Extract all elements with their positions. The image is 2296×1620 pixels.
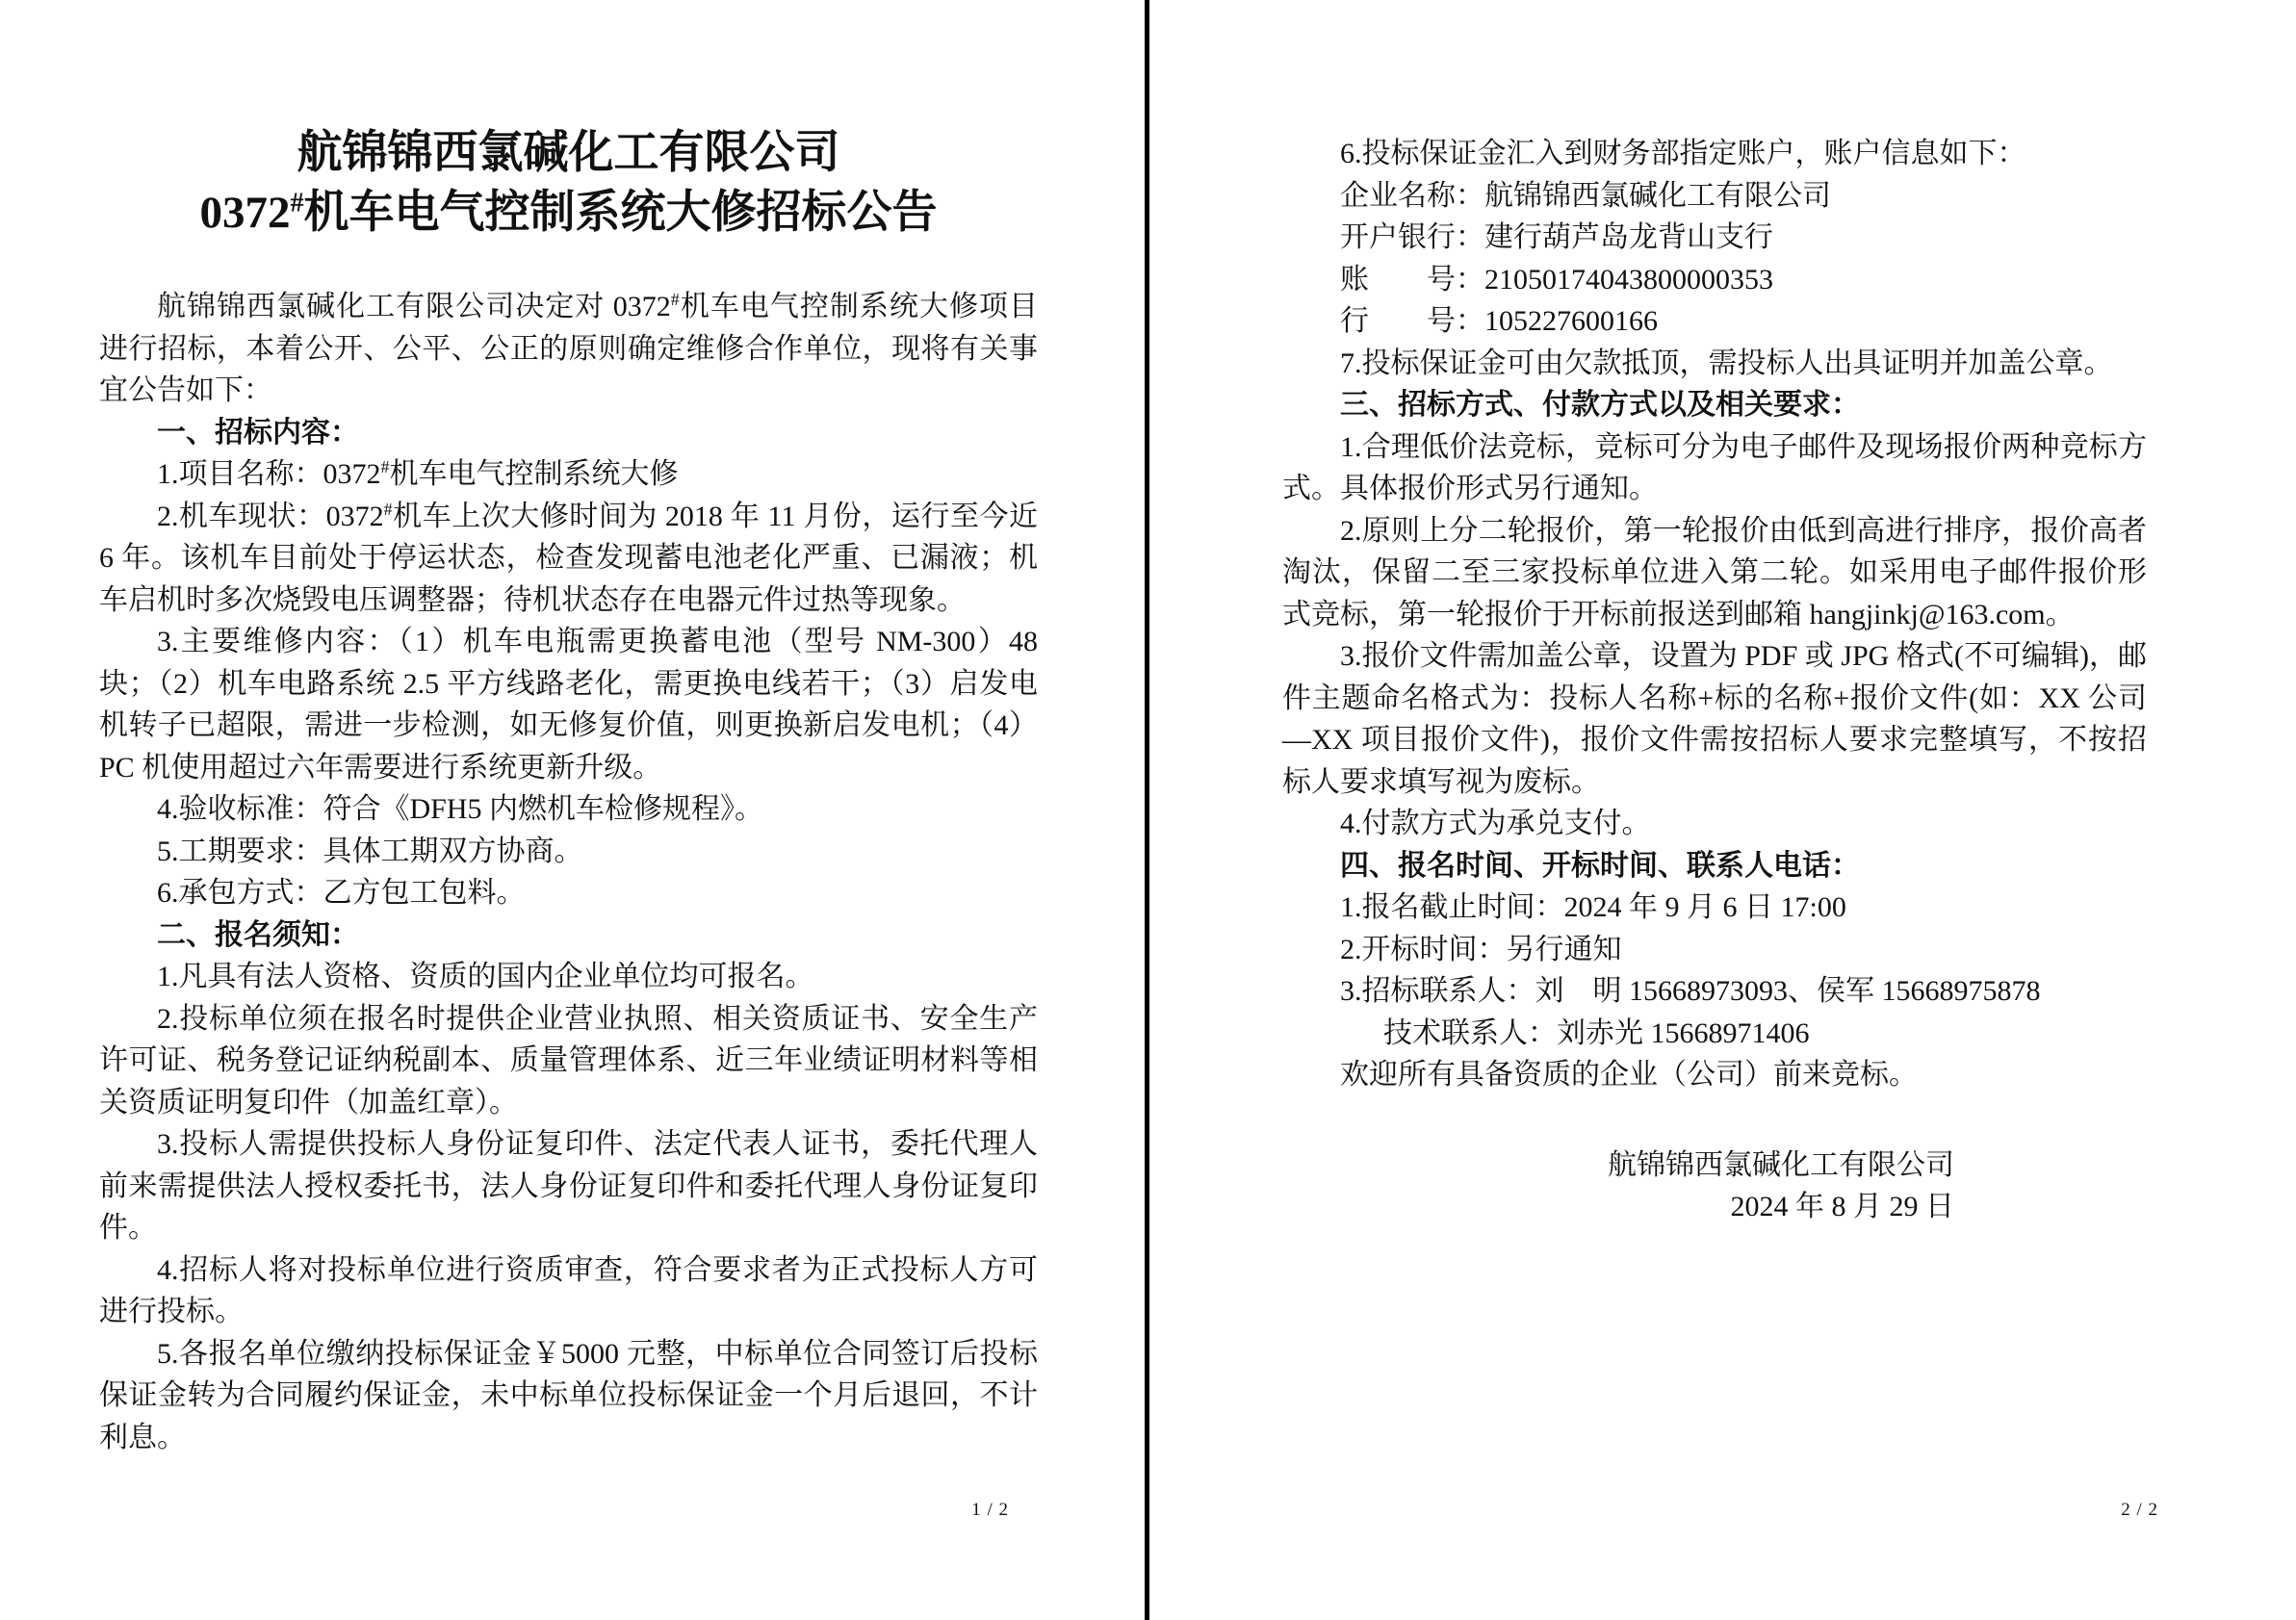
- page-divider: [1145, 0, 1149, 1620]
- paragraph: 4.招标人将对投标单位进行资质审查，符合要求者为正式投标人方可进行投标。: [99, 1253, 1038, 1327]
- paragraph: 1.报名截止时间：2024 年 9 月 6 日 17:00: [1340, 891, 1846, 923]
- paragraph: 3.投标人需提供投标人身份证复印件、法定代表人证书，委托代理人前来需提供法人授权委托书，法人身份证复印件和委托代理人身份证复印件。: [99, 1128, 1038, 1244]
- paragraph: 1.合理低价法竞标，竞标可分为电子邮件及现场报价两种竞标方式。具体报价形式另行通知。: [1282, 430, 2147, 504]
- section-heading: 二、报名须知：: [157, 918, 359, 951]
- paragraph: 2.原则上分二轮报价，第一轮报价由低到高进行排序，报价高者淘汰，保留二至三家投标单位进入第二轮。如采用电子邮件报价形式竞标，第一轮报价于开标前报送到邮箱 hangjinkj@163.com。: [1282, 514, 2147, 630]
- document-header: [99, 123, 1038, 243]
- paragraph: 企业名称：航锦锦西氯碱化工有限公司: [1340, 179, 1831, 212]
- superscript-hash: #: [380, 457, 390, 476]
- page-number-2: 2 / 2: [2121, 1500, 2158, 1520]
- superscript-hash: #: [383, 499, 393, 519]
- paragraph: 3.招标联系人：刘 明 15668973093、侯军 15668975878: [1340, 975, 2041, 1007]
- paragraph: 航锦锦西氯碱化工有限公司: [1608, 1148, 1954, 1181]
- paragraph: 行 号：105227600166: [1340, 305, 1658, 337]
- paragraph: 2.机车现状：0372#机车上次大修时间为 2018 年 11 月份，运行至今近 6 年。该机车目前处于停运状态，检查发现蓄电池老化严重、已漏液；机车启机时多次烧毁电压调整器；待机状态存在电器元件过热等现象。: [99, 499, 1039, 616]
- section-heading: 四、报名时间、开标时间、联系人电话：: [1340, 849, 1860, 882]
- paragraph: 3.报价文件需加盖公章，设置为 PDF 或 JPG 格式(不可编辑)，邮件主题命名格式为：投标人名称+标的名称+报价文件(如：XX 公司—XX 项目报价文件)，报价文件需按招标人要求完整填写，不按招标人要求填写视为废标。: [1282, 640, 2147, 798]
- paragraph: 2.投标单位须在报名时提供企业营业执照、相关资质证书、安全生产许可证、税务登记证纳税副本、质量管理体系、近三年业绩证明材料等相关资质证明复印件（加盖红章）。: [99, 1002, 1038, 1119]
- page-2-body: [1282, 133, 2147, 1228]
- paragraph: 3.主要维修内容：（1）机车电瓶需更换蓄电池（型号 NM-300）48 块；（2）机车电路系统 2.5 平方线路老化，需更换电线若干；（3）启发电机转子已超限，需进一步检测，如无修复价值，则更换新启发电机；（4）PC 机使用超过六年需要进行系统更新升级。: [99, 626, 1038, 784]
- paragraph: 4.验收标准：符合《DFH5 内燃机车检修规程》。: [157, 793, 764, 825]
- paragraph: 6.承包方式：乙方包工包料。: [157, 877, 526, 909]
- document-title-line2: 0372#机车电气控制系统大修招标公告: [199, 188, 938, 238]
- page-1-body: [99, 286, 1038, 1458]
- paragraph: 5.各报名单位缴纳投标保证金￥5000 元整，中标单位合同签订后投标保证金转为合同履约保证金，未中标单位投标保证金一个月后退回，不计利息。: [99, 1337, 1038, 1453]
- paragraph: 4.付款方式为承兑支付。: [1340, 808, 1651, 839]
- superscript-hash: #: [670, 290, 680, 309]
- paragraph: 1.凡具有法人资格、资质的国内企业单位均可报名。: [157, 961, 814, 992]
- paragraph: 2024 年 8 月 29 日: [1730, 1191, 1954, 1222]
- paragraph: 5.工期要求：具体工期双方协商。: [157, 835, 583, 867]
- paragraph: 技术联系人：刘赤光 15668971406: [1383, 1016, 1810, 1049]
- section-heading: 一、招标内容：: [157, 416, 359, 449]
- superscript-hash: #: [290, 188, 304, 219]
- paragraph: 1.项目名称：0372#机车电气控制系统大修: [157, 457, 679, 490]
- paragraph: 2.开标时间：另行通知: [1340, 933, 1622, 965]
- paragraph: 6.投标保证金汇入到财务部指定账户，账户信息如下：: [1340, 138, 2026, 169]
- page-1: [99, 0, 1038, 1458]
- paragraph: 开户银行：建行葫芦岛龙背山支行: [1340, 221, 1773, 253]
- page-number-1: 1 / 2: [971, 1500, 1009, 1520]
- section-heading: 三、招标方式、付款方式以及相关要求：: [1340, 389, 1860, 421]
- document-title-line1: 航锦锦西氯碱化工有限公司: [297, 128, 840, 178]
- paragraph: 欢迎所有具备资质的企业（公司）前来竞标。: [1340, 1059, 1918, 1091]
- paragraph: 7.投标保证金可由欠款抵顶，需投标人出具证明并加盖公章。: [1340, 347, 2113, 379]
- paragraph: 账 号：21050174043800000353: [1340, 263, 1773, 296]
- paragraph: 航锦锦西氯碱化工有限公司决定对 0372#机车电气控制系统大修项目进行招标，本着公开、公平、公正的原则确定维修合作单位，现将有关事宜公告如下：: [99, 290, 1039, 406]
